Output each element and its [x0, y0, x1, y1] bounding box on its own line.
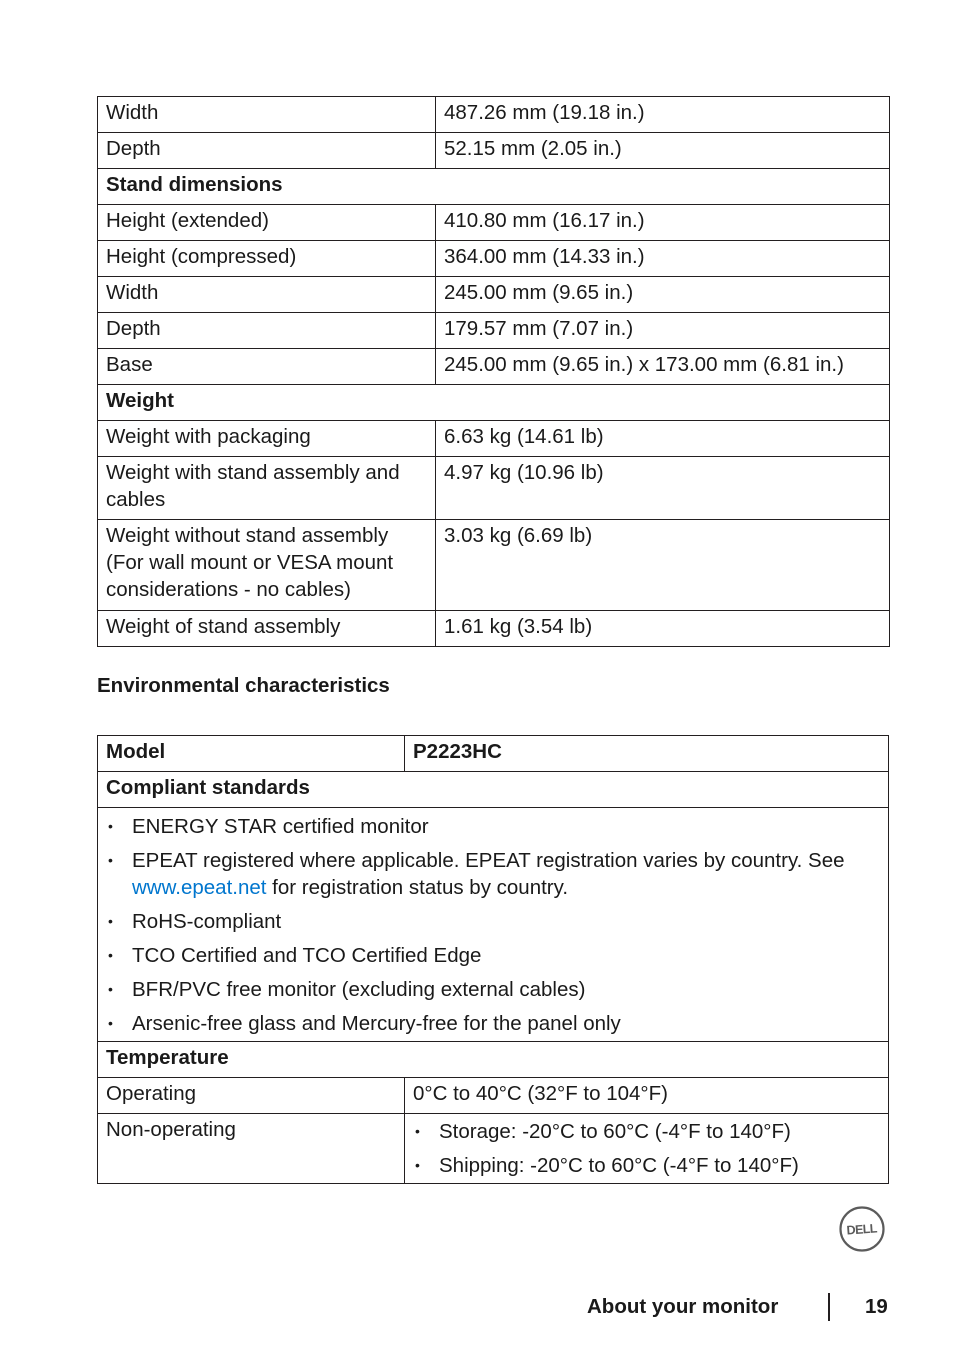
operating-label: Operating [98, 1078, 405, 1114]
list-item: • TCO Certified and TCO Certified Edge [108, 944, 482, 967]
list-item: • Shipping: -20°C to 60°C (-4°F to 140°F) [415, 1154, 799, 1177]
list-item: • EPEAT registered where applicable. EPEAT registration varies by country. See www.epeat.net for registration status by country. [108, 849, 845, 899]
table-row [98, 313, 890, 349]
bullet-icon: • [108, 947, 113, 963]
logo-text: DELL [846, 1221, 878, 1238]
row-value: 179.57 mm (7.07 in.) [436, 313, 890, 349]
table-row [98, 241, 890, 277]
epeat-link[interactable]: www.epeat.net [132, 876, 267, 899]
operating-value: 0°C to 40°C (32°F to 104°F) [405, 1078, 889, 1114]
section-heading-compliant: Compliant standards [98, 772, 889, 808]
row-label: Height (extended) [98, 205, 436, 241]
section-row [98, 772, 889, 808]
table-row [98, 611, 890, 647]
table-row [98, 349, 890, 385]
footer-title: About your monitor [587, 1295, 779, 1318]
row-label: Width [98, 277, 436, 313]
bullet-icon: • [108, 1015, 113, 1031]
section-heading-stand: Stand dimensions [98, 169, 890, 205]
bullet-icon: • [108, 818, 113, 834]
nonoperating-list [413, 1118, 880, 1179]
table-row [98, 457, 890, 520]
environmental-table [97, 735, 889, 1184]
row-value: 1.61 kg (3.54 lb) [436, 611, 890, 647]
table-row [98, 421, 890, 457]
row-value: 3.03 kg (6.69 lb) [436, 520, 890, 611]
row-label: Weight of stand assembly [98, 611, 436, 647]
footer-divider [828, 1293, 830, 1321]
row-value: 245.00 mm (9.65 in.) x 173.00 mm (6.81 in.) [436, 349, 890, 385]
table-row [98, 277, 890, 313]
row-label: Weight with packaging [98, 421, 436, 457]
bullet-icon: • [415, 1157, 420, 1173]
row-label: Depth [98, 133, 436, 169]
row-value: 4.97 kg (10.96 lb) [436, 457, 890, 520]
compliant-list-cell [98, 808, 889, 1042]
dimensions-table [97, 96, 890, 647]
row-value: 487.26 mm (19.18 in.) [436, 97, 890, 133]
row-label: Base [98, 349, 436, 385]
list-item: • RoHS-compliant [108, 910, 282, 933]
list-item: • Storage: -20°C to 60°C (-4°F to 140°F) [415, 1120, 791, 1143]
list-item: • ENERGY STAR certified monitor [108, 815, 429, 838]
section-heading-temperature: Temperature [98, 1042, 889, 1078]
list-item: • Arsenic-free glass and Mercury-free for the panel only [108, 1012, 621, 1035]
dell-logo-icon [839, 1206, 885, 1252]
table-row [98, 1114, 889, 1184]
nonoperating-label: Non-operating [98, 1114, 405, 1184]
nonoperating-value [405, 1114, 889, 1184]
table-row [98, 205, 890, 241]
compliant-list [106, 813, 880, 1037]
row-value: 410.80 mm (16.17 in.) [436, 205, 890, 241]
bullet-icon: • [108, 852, 113, 868]
bullet-icon: • [108, 981, 113, 997]
page-number: 19 [865, 1295, 888, 1318]
section-row [98, 1042, 889, 1078]
list-item: • BFR/PVC free monitor (excluding external cables) [108, 978, 586, 1001]
row-value: 52.15 mm (2.05 in.) [436, 133, 890, 169]
row-value: 364.00 mm (14.33 in.) [436, 241, 890, 277]
table-row [98, 736, 889, 772]
row-label: Weight with stand assembly and cables [98, 457, 436, 520]
row-value: 245.00 mm (9.65 in.) [436, 277, 890, 313]
row-label: Width [98, 97, 436, 133]
row-value: 6.63 kg (14.61 lb) [436, 421, 890, 457]
section-row [98, 169, 890, 205]
table-row [98, 97, 890, 133]
section-row [98, 385, 890, 421]
model-value: P2223HC [405, 736, 889, 772]
row-label: Weight without stand assembly (For wall mount or VESA mount considerations - no cables) [98, 520, 436, 611]
row-label: Height (compressed) [98, 241, 436, 277]
model-label: Model [98, 736, 405, 772]
table-row [98, 1078, 889, 1114]
section-heading-weight: Weight [98, 385, 890, 421]
row-label: Depth [98, 313, 436, 349]
table-row [98, 520, 890, 611]
bullet-icon: • [108, 913, 113, 929]
bullet-icon: • [415, 1123, 420, 1139]
compliant-list-row [98, 808, 889, 1042]
section-title-environmental: Environmental characteristics [97, 674, 390, 697]
table-row [98, 133, 890, 169]
